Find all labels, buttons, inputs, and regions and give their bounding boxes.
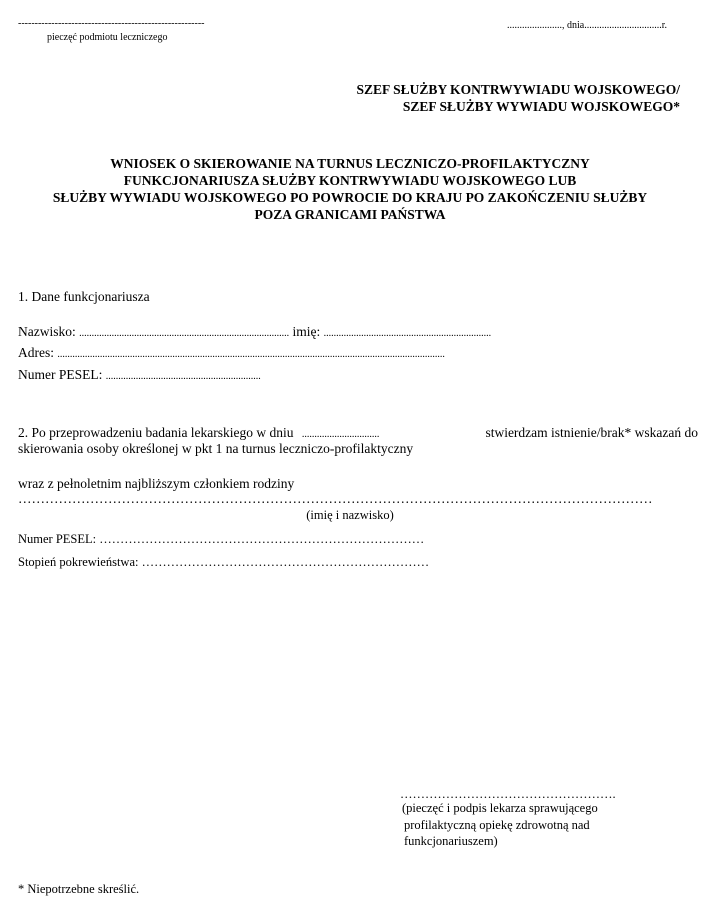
- family-caption: (imię i nazwisko): [306, 508, 394, 522]
- kinship-row: [18, 555, 429, 570]
- section1-heading: 1. Dane funkcjonariusza: [18, 289, 150, 304]
- section2-text-a: 2. Po przeprowadzeniu badania lekarskiego w dniu: [18, 425, 294, 440]
- title-line-3: SŁUŻBY WYWIADU WOJSKOWEGO PO POWROCIE DO KRAJU PO ZAKOŃCZENIU SŁUŻBY: [52, 190, 648, 205]
- signature-caption-2: profilaktyczną opiekę zdrowotną nad: [404, 818, 590, 832]
- surname-row: [18, 324, 491, 340]
- signature-field[interactable]: …………………………………………….: [400, 787, 616, 801]
- signature-caption-1: (pieczęć i podpis lekarza sprawującego: [402, 801, 598, 815]
- addressee-line-2: SZEF SŁUŻBY WYWIADU WOJSKOWEGO*: [402, 99, 680, 114]
- date-line: ......................, dnia...............................r.: [507, 20, 667, 31]
- signature-caption-3: funkcjonariuszem): [404, 834, 498, 848]
- footnote: * Niepotrzebne skreślić.: [18, 882, 140, 896]
- family-pesel-row: [18, 532, 424, 547]
- family-pesel-label: Numer PESEL:: [18, 532, 100, 546]
- address-row: [18, 345, 445, 361]
- kinship-label: Stopień pokrewieństwa:: [18, 555, 142, 569]
- section2-text-b: stwierdzam istnienie/brak* wskazań do: [485, 425, 698, 440]
- surname-field[interactable]: ....................................................................................: [79, 328, 290, 339]
- address-label: Adres:: [18, 345, 58, 360]
- section2-line-2: skierowania osoby określonej w pkt 1 na turnus leczniczo-profilaktyczny: [18, 441, 414, 456]
- exam-date-field[interactable]: ...............................: [301, 429, 380, 440]
- addressee-line-1: SZEF SŁUŻBY KONTRWYWIADU WOJSKOWEGO/: [356, 82, 680, 97]
- family-name-field[interactable]: ……………………………………………………………………………………………………………………………: [18, 491, 653, 506]
- pesel-field[interactable]: ..............................................................: [105, 371, 261, 382]
- title-line-4: POZA GRANICAMI PAŃSTWA: [254, 207, 446, 222]
- family-pesel-field[interactable]: ……………………………………………………………………: [99, 532, 425, 546]
- pesel-row: [18, 367, 261, 383]
- title-line-1: WNIOSEK O SKIEROWANIE NA TURNUS LECZNICZO-PROFILAKTYCZNY: [110, 156, 590, 171]
- title-line-2: FUNKCJONARIUSZA SŁUŻBY KONTRWYWIADU WOJSKOWEGO LUB: [123, 173, 577, 188]
- stamp-label: pieczęć podmiotu leczniczego: [47, 32, 168, 43]
- family-label: wraz z pełnoletnim najbliższym członkiem rodziny: [18, 476, 295, 491]
- name-label: imię:: [289, 324, 324, 339]
- name-field[interactable]: ...................................................................: [323, 328, 492, 339]
- surname-label: Nazwisko:: [18, 324, 80, 339]
- stamp-line: --------------------------------------------------------: [18, 18, 205, 29]
- section2-line-1: [18, 425, 698, 441]
- kinship-field[interactable]: ……………………………………………………………: [141, 555, 430, 569]
- address-field[interactable]: ...........................................................................................................................................................: [57, 349, 445, 360]
- pesel-label: Numer PESEL:: [18, 367, 106, 382]
